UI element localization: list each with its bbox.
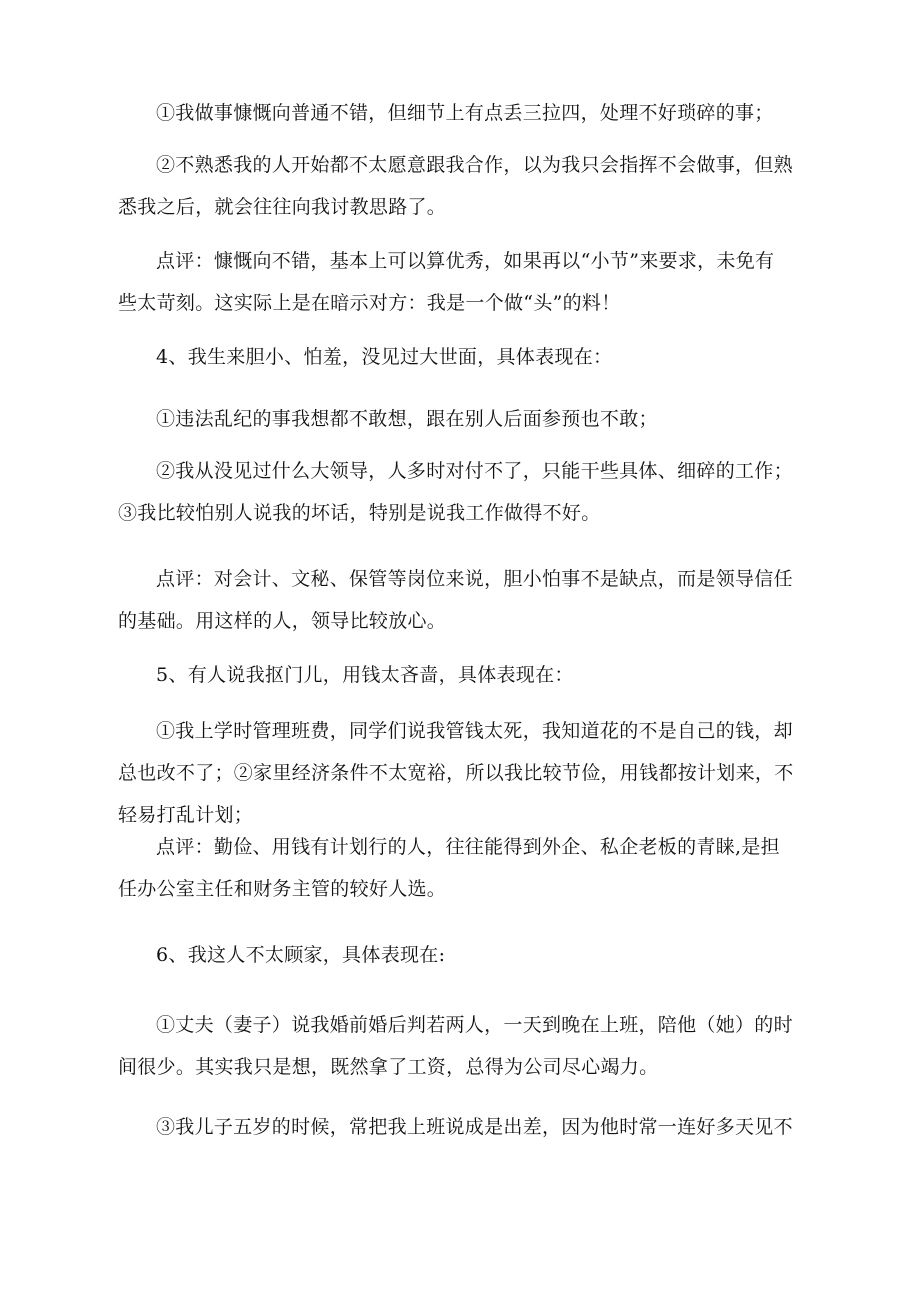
text-line: ①我做事慷慨向普通不错，但细节上有点丢三拉四，处理不好琐碎的事； bbox=[156, 102, 774, 124]
paragraph-10 bbox=[118, 826, 818, 910]
text-line: 6、我这人不太顾家，具体表现在: bbox=[156, 944, 446, 966]
paragraph-4 bbox=[118, 336, 818, 378]
text-line: ①丈夫（妻子）说我婚前婚后判若两人，一天到晚在上班，陪他（她）的时 bbox=[156, 1014, 793, 1036]
paragraph-3 bbox=[118, 240, 818, 324]
text-line: ②我从没见过什么大领导，人多时对付不了，只能干些具体、细碎的工作； bbox=[156, 460, 793, 482]
text-line: 任办公室主任和财务主管的较好人选。 bbox=[118, 878, 447, 900]
paragraph-5 bbox=[118, 398, 818, 440]
text-line: 5、有人说我抠门儿，用钱太吝啬，具体表现在： bbox=[156, 664, 574, 686]
text-line: 点评：对会计、文秘、保管等岗位来说，胆小怕事不是缺点，而是领导信任 bbox=[156, 568, 793, 590]
paragraph-2 bbox=[118, 144, 818, 228]
paragraph-6 bbox=[118, 450, 818, 534]
text-line: 点评：慷慨向不错，基本上可以算优秀，如果再以“小节”来要求，未免有 bbox=[156, 250, 775, 272]
text-line: ③我比较怕别人说我的坏话，特别是说我工作做得不好。 bbox=[118, 502, 601, 524]
text-line: ①违法乱纪的事我想都不敢想，跟在别人后面参预也不敢； bbox=[156, 408, 658, 430]
text-line: 点评：勤俭、用钱有计划行的人，往往能得到外企、私企老板的青睐,是担 bbox=[156, 836, 780, 858]
text-line: 4、我生来胆小、怕羞，没见过大世面，具体表现在： bbox=[156, 346, 613, 368]
paragraph-8 bbox=[118, 654, 818, 696]
paragraph-9 bbox=[118, 710, 818, 836]
paragraph-13 bbox=[118, 1106, 818, 1148]
paragraph-7 bbox=[118, 558, 818, 642]
paragraph-1 bbox=[118, 92, 818, 134]
paragraph-12 bbox=[118, 1004, 818, 1088]
text-line: 悉我之后，就会往往向我讨教思路了。 bbox=[118, 196, 447, 218]
text-line: 总也改不了；②家里经济条件不太宽裕，所以我比较节俭，用钱都按计划来，不 bbox=[118, 762, 794, 784]
text-line: ①我上学时管理班费，同学们说我管钱太死，我知道花的不是自己的钱，却 bbox=[156, 720, 793, 742]
text-line: 的基础。用这样的人，领导比较放心。 bbox=[118, 610, 447, 632]
text-line: ②不熟悉我的人开始都不太愿意跟我合作，以为我只会指挥不会做事，但熟 bbox=[156, 154, 793, 176]
text-line: 间很少。其实我只是想，既然拿了工资，总得为公司尽心竭力。 bbox=[118, 1056, 659, 1078]
text-line: ③我儿子五岁的时候，常把我上班说成是出差，因为他时常一连好多天见不 bbox=[156, 1116, 793, 1138]
paragraph-11 bbox=[118, 934, 818, 976]
text-line: 些太苛刻。这实际上是在暗示对方：我是一个做“头”的料！ bbox=[118, 292, 621, 314]
text-line: 轻易打乱计划； bbox=[118, 804, 254, 826]
